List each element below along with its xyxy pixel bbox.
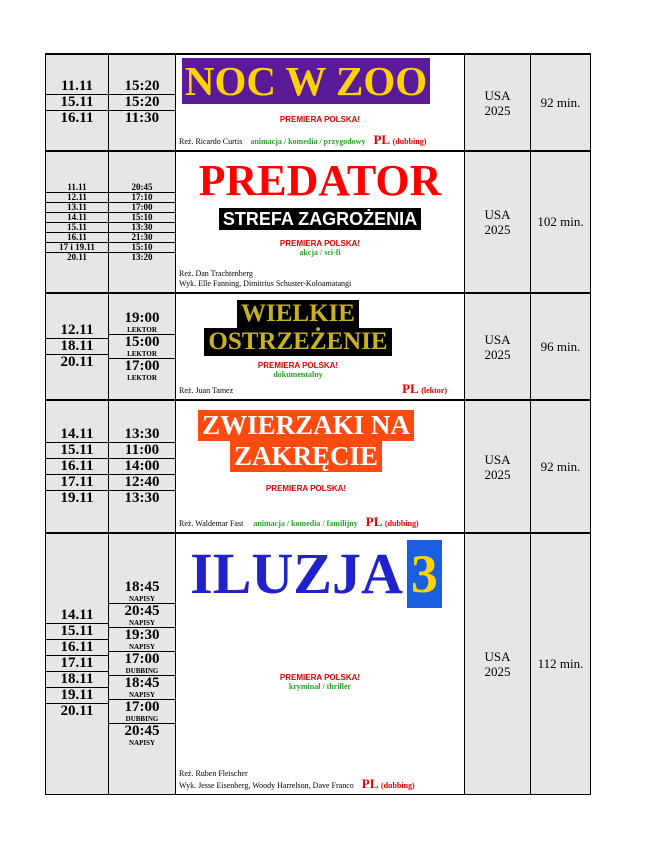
show-date: 15.11 xyxy=(46,624,108,640)
genre: kryminał / thriller xyxy=(288,682,352,691)
show-time: 13:30 xyxy=(109,427,175,443)
origin-year: 2025 xyxy=(484,663,511,679)
times-column xyxy=(109,151,176,293)
credits xyxy=(179,269,461,289)
dates-column xyxy=(46,151,109,293)
origin xyxy=(465,151,531,293)
show-date: 14.11 xyxy=(46,213,108,223)
dates-column xyxy=(46,293,109,400)
dates-column xyxy=(46,533,109,794)
show-version-note: LEKTOR xyxy=(127,374,157,382)
director: Reż. Ricardo Curtis xyxy=(179,137,243,146)
show-time: 13:20 xyxy=(131,251,153,262)
show-date: 20.11 xyxy=(60,354,94,370)
dates-column xyxy=(46,54,109,151)
show-date: 20.11 xyxy=(67,251,87,262)
schedule-table xyxy=(45,53,591,795)
show-time: 17:00 DUBBING xyxy=(109,652,175,676)
film-title: PREDATOR xyxy=(198,156,442,205)
director: Reż. Dan Trachtenberg xyxy=(179,269,253,278)
show-time: 17:00 DUBBING xyxy=(109,700,175,724)
show-date: 15.11 xyxy=(46,95,108,111)
origin-year: 2025 xyxy=(484,222,511,237)
director: Reż. Juan Tamez xyxy=(179,386,234,395)
times-column xyxy=(109,400,176,533)
origin-country: USA xyxy=(484,207,511,222)
cast: Wyk. Jesse Eisenberg, Woody Harrelson, Dave Franco xyxy=(179,780,354,790)
film-title-line1: WIELKIE xyxy=(237,300,359,328)
show-version-note: NAPISY xyxy=(128,739,156,748)
film-row-wielkie-ostrzezenie xyxy=(46,293,591,400)
show-time: 17:00 xyxy=(109,203,175,213)
show-time: 14:00 xyxy=(109,459,175,475)
director: Reż. Ruben Fleischer xyxy=(179,768,248,778)
show-time: 13:30 xyxy=(124,490,160,506)
director: Reż. Waldemar Fast xyxy=(179,519,244,528)
show-time: 20:45 xyxy=(109,183,175,193)
show-date: 11.11 xyxy=(46,183,108,193)
show-time: 15:00 LEKTOR xyxy=(109,335,175,359)
language-badge: PL (dubbing) xyxy=(365,514,419,529)
film-title: NOC W ZOO xyxy=(182,58,430,104)
show-date: 18.11 xyxy=(46,672,108,688)
film-info xyxy=(176,54,465,151)
show-date: 20.11 xyxy=(60,703,94,720)
show-date: 11.11 xyxy=(46,79,108,95)
show-date: 14.11 xyxy=(46,427,108,443)
show-time: 11:30 xyxy=(124,110,160,126)
film-title: ILUZJA xyxy=(190,541,403,606)
premiere-label: PREMIERA POLSKA! xyxy=(279,239,361,248)
origin xyxy=(465,400,531,533)
times-column xyxy=(109,293,176,400)
premiere-label: PREMIERA POLSKA! xyxy=(257,361,339,370)
origin-country: USA xyxy=(484,451,511,467)
show-version-note: NAPISY xyxy=(128,643,156,652)
origin xyxy=(465,533,531,794)
show-date: 16.11 xyxy=(60,110,94,126)
credits xyxy=(179,514,461,529)
show-version-note: LEKTOR xyxy=(127,326,157,334)
duration: 96 min. xyxy=(531,293,591,400)
film-row-zwierzaki-na-zakrecie xyxy=(46,400,591,533)
show-time: 11:00 xyxy=(109,443,175,459)
language-badge: PL (dubbing) xyxy=(361,775,415,791)
show-version-note: NAPISY xyxy=(128,595,156,604)
show-date: 17 i 19.11 xyxy=(46,243,108,253)
show-date: 16.11 xyxy=(46,459,108,475)
film-title-number: 3 xyxy=(407,540,442,608)
show-version-note: NAPISY xyxy=(128,619,156,628)
origin xyxy=(465,54,531,151)
times-column xyxy=(109,54,176,151)
dates-column xyxy=(46,400,109,533)
show-time: 15:20 xyxy=(109,79,175,95)
genre: animacja / komedia / familijny xyxy=(253,519,358,528)
show-version-note: LEKTOR xyxy=(127,350,157,358)
show-date: 15.11 xyxy=(46,223,108,233)
language-badge: PL (dubbing) xyxy=(373,132,427,147)
film-title-line2: OSTRZEŻENIE xyxy=(204,328,391,356)
show-date: 17.11 xyxy=(46,656,108,672)
show-time: 21:30 xyxy=(109,233,175,243)
premiere-label: PREMIERA POLSKA! xyxy=(279,115,361,124)
film-title-line1: ZWIERZAKI NA xyxy=(198,410,414,441)
film-row-predator xyxy=(46,151,591,293)
credits xyxy=(179,381,461,396)
show-date: 19.11 xyxy=(46,688,108,704)
show-time: 17:00 LEKTOR xyxy=(124,358,160,382)
show-version-note: DUBBING xyxy=(125,715,159,724)
duration: 92 min. xyxy=(531,400,591,533)
show-date: 17.11 xyxy=(46,475,108,491)
film-info xyxy=(176,533,465,794)
credits xyxy=(179,132,461,147)
show-version-note: NAPISY xyxy=(128,691,156,700)
show-date: 16.11 xyxy=(46,640,108,656)
origin-country: USA xyxy=(484,87,511,103)
show-date: 13.11 xyxy=(46,203,108,213)
show-date: 15.11 xyxy=(46,443,108,459)
show-time: 19:30 NAPISY xyxy=(109,628,175,652)
film-info xyxy=(176,293,465,400)
origin-year: 2025 xyxy=(484,102,511,118)
origin-year: 2025 xyxy=(484,346,511,362)
language-badge: PL (lektor) xyxy=(402,381,447,396)
show-date: 18.11 xyxy=(46,339,108,355)
show-time: 20:45 NAPISY xyxy=(124,723,160,748)
origin-country: USA xyxy=(484,331,511,347)
show-time: 12:40 xyxy=(109,475,175,491)
show-time: 17:10 xyxy=(109,193,175,203)
genre: dokumentalny xyxy=(273,370,323,379)
origin-year: 2025 xyxy=(484,466,511,482)
duration: 92 min. xyxy=(531,54,591,151)
show-time: 18:45 NAPISY xyxy=(109,580,175,604)
show-date: 19.11 xyxy=(60,490,94,506)
show-time: 15:20 xyxy=(109,95,175,111)
show-time: 18:45 NAPISY xyxy=(109,676,175,700)
duration: 102 min. xyxy=(531,151,591,293)
premiere-label: PREMIERA POLSKA! xyxy=(265,484,347,493)
show-time: 19:00 LEKTOR xyxy=(109,311,175,335)
origin xyxy=(465,293,531,400)
film-info xyxy=(176,151,465,293)
premiere-label: PREMIERA POLSKA! xyxy=(279,673,361,682)
show-date: 12.11 xyxy=(46,193,108,203)
show-date: 12.11 xyxy=(46,323,108,339)
film-title-line2: ZAKRĘCIE xyxy=(230,441,382,472)
film-info xyxy=(176,400,465,533)
cast: Wyk. Elle Fanning, Dimitrius Schuster-Koloamatangi xyxy=(179,279,352,288)
film-row-iluzja-3 xyxy=(46,533,591,794)
film-row-noc-w-zoo xyxy=(46,54,591,151)
show-time: 15:10 xyxy=(109,243,175,253)
origin-country: USA xyxy=(484,648,511,664)
show-time: 15:10 xyxy=(109,213,175,223)
genre: akcja / sci-fi xyxy=(299,248,341,257)
show-date: 16.11 xyxy=(46,233,108,243)
duration: 112 min. xyxy=(531,533,591,794)
show-version-note: DUBBING xyxy=(125,667,159,676)
show-date: 14.11 xyxy=(46,608,108,624)
show-time: 20:45 NAPISY xyxy=(109,604,175,628)
times-column xyxy=(109,533,176,794)
film-subtitle: STREFA ZAGROŻENIA xyxy=(219,208,421,230)
credits xyxy=(179,769,461,791)
show-time: 13:30 xyxy=(109,223,175,233)
genre: animacja / komedia / przygodowy xyxy=(250,137,366,146)
